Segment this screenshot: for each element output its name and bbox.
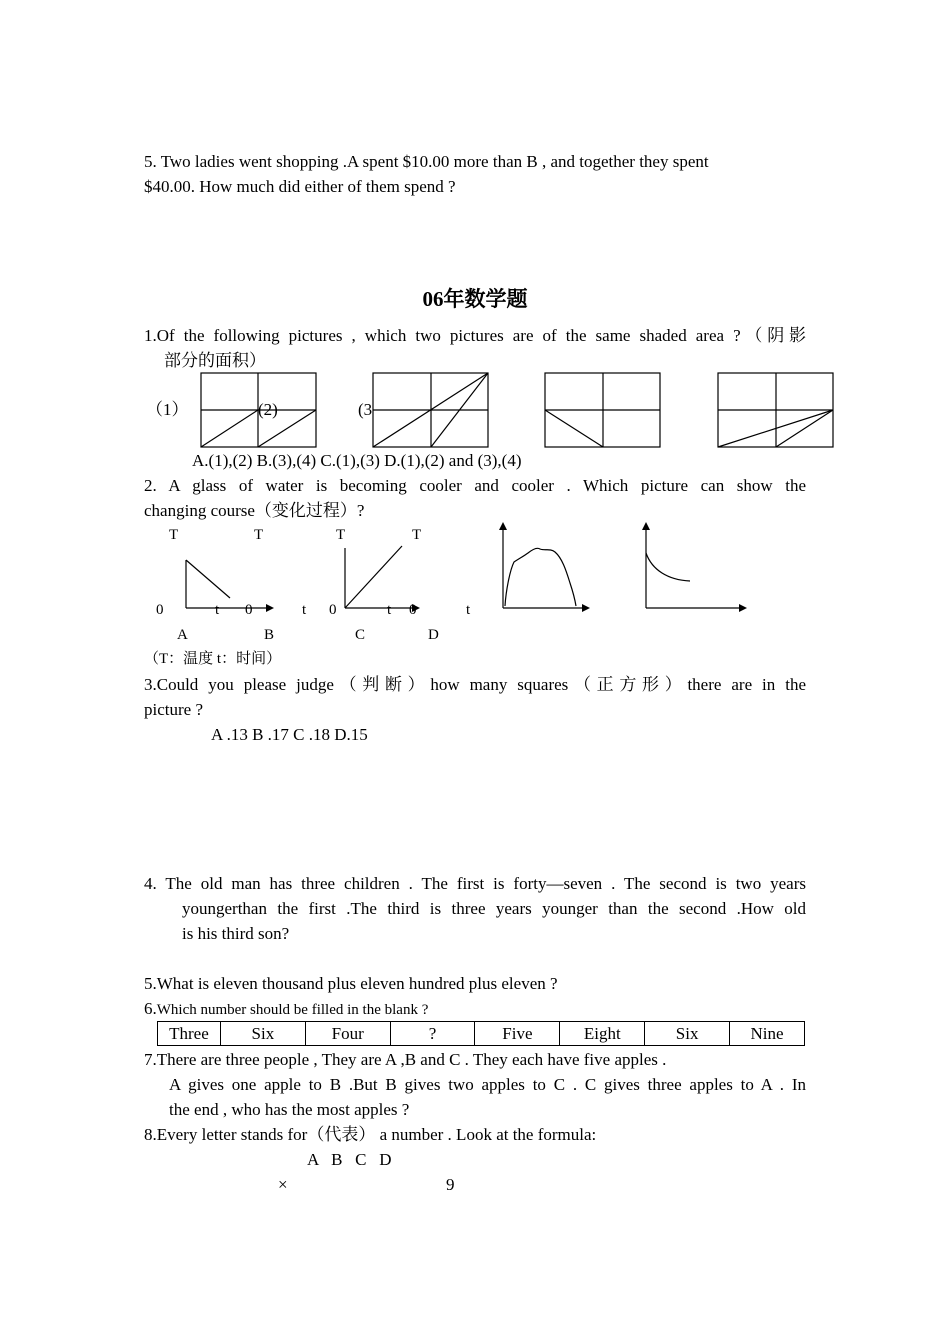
q2-axis-label-time-a: t: [215, 602, 220, 618]
q2-graph-a: [186, 560, 274, 612]
q2-option-b: B: [264, 627, 275, 643]
q2-line2: changing course（变化过程）?: [144, 501, 365, 520]
table-cell: Six: [220, 1022, 305, 1046]
q2-axis-label-time-b: t: [302, 602, 307, 618]
q3-line1: 3.Could you please judge（判断）how many squares（正方形）there are in the: [144, 675, 806, 694]
q8-letters: A B C D: [307, 1150, 392, 1169]
q7-line1: 7.There are three people , They are A ,B and C . They each have five apples .: [144, 1050, 667, 1069]
section-title: 06年数学题: [422, 287, 528, 311]
q1-figure-3: [545, 373, 660, 447]
q1-figure-4: [718, 373, 833, 447]
q4-line2: youngerthan the first .The third is three years younger than the second .How old: [182, 899, 806, 918]
q2-axis-label-t-c: T: [336, 527, 346, 543]
q2-axis-label-t-a: T: [169, 527, 179, 543]
q2-legend: （T：温度 t：时间）: [144, 651, 282, 667]
q1-figure-2: [373, 373, 488, 447]
q1-label-2: (2): [258, 400, 278, 419]
q6-heading: [144, 996, 428, 1023]
q5-old-line1: 5. Two ladies went shopping .A spent $10.00 more than B , and together they spent: [144, 152, 709, 171]
table-cell: ?: [390, 1022, 475, 1046]
q1-label-3: (3: [358, 400, 373, 419]
table-row: [158, 1022, 805, 1046]
q4-line3: is his third son?: [182, 924, 290, 943]
q3-line2: picture ?: [144, 700, 203, 719]
table-cell: Six: [645, 1022, 730, 1046]
q2-option-a: A: [177, 627, 188, 643]
q2-axis-label-time-d: t: [466, 602, 471, 618]
table-cell: Eight: [560, 1022, 645, 1046]
table-cell: Three: [158, 1022, 221, 1046]
q2-axis-label-t-b: T: [254, 527, 264, 543]
q2-line1: 2. A glass of water is becoming cooler and cooler . Which picture can show the: [144, 476, 806, 495]
q5-text: 5.What is eleven thousand plus eleven hundred plus eleven ?: [144, 974, 558, 993]
q6-text: Which number should be filled in the blank ?: [156, 1002, 429, 1018]
q1-line2: 部分的面积）: [164, 351, 266, 370]
q2-axis-label-t-d: T: [412, 527, 422, 543]
q2-origin-a: 0: [156, 602, 164, 618]
table-cell: Four: [305, 1022, 390, 1046]
q2-origin-d: 0: [409, 602, 417, 618]
table-cell: Five: [475, 1022, 560, 1046]
q2-option-d: D: [428, 627, 439, 643]
q1-label-1: （1）: [146, 400, 189, 419]
q8-times-sign: ×: [278, 1175, 288, 1194]
q5-old-line2: $40.00. How much did either of them spend ?: [144, 177, 456, 196]
q6-prefix: 6.: [144, 999, 157, 1018]
table-cell: Nine: [730, 1022, 805, 1046]
q2-origin-b: 0: [245, 602, 253, 618]
q7-line2: A gives one apple to B .But B gives two apples to C . C gives three apples to A . In: [169, 1075, 806, 1094]
q2-origin-c: 0: [329, 602, 337, 618]
q1-line1: 1.Of the following pictures , which two pictures are of the same shaded area ?（阴影: [144, 326, 806, 345]
q1-options: A.(1),(2) B.(3),(4) C.(1),(3) D.(1),(2) and (3),(4): [192, 451, 522, 470]
q2-option-c: C: [355, 627, 366, 643]
q4-line1: 4. The old man has three children . The first is forty—seven . The second is two years: [144, 874, 806, 893]
q2-graph-c: [499, 522, 590, 612]
q8-line1: 8.Every letter stands for（代表） a number . Look at the formula:: [144, 1125, 597, 1144]
q2-graph-d: [642, 522, 747, 612]
q3-options: A .13 B .17 C .18 D.15: [211, 725, 368, 744]
q7-line3: the end , who has the most apples ?: [169, 1100, 410, 1119]
q8-nine: 9: [446, 1175, 455, 1194]
q2-axis-label-time-c: t: [387, 602, 392, 618]
q6-sequence-table: [157, 1021, 805, 1046]
